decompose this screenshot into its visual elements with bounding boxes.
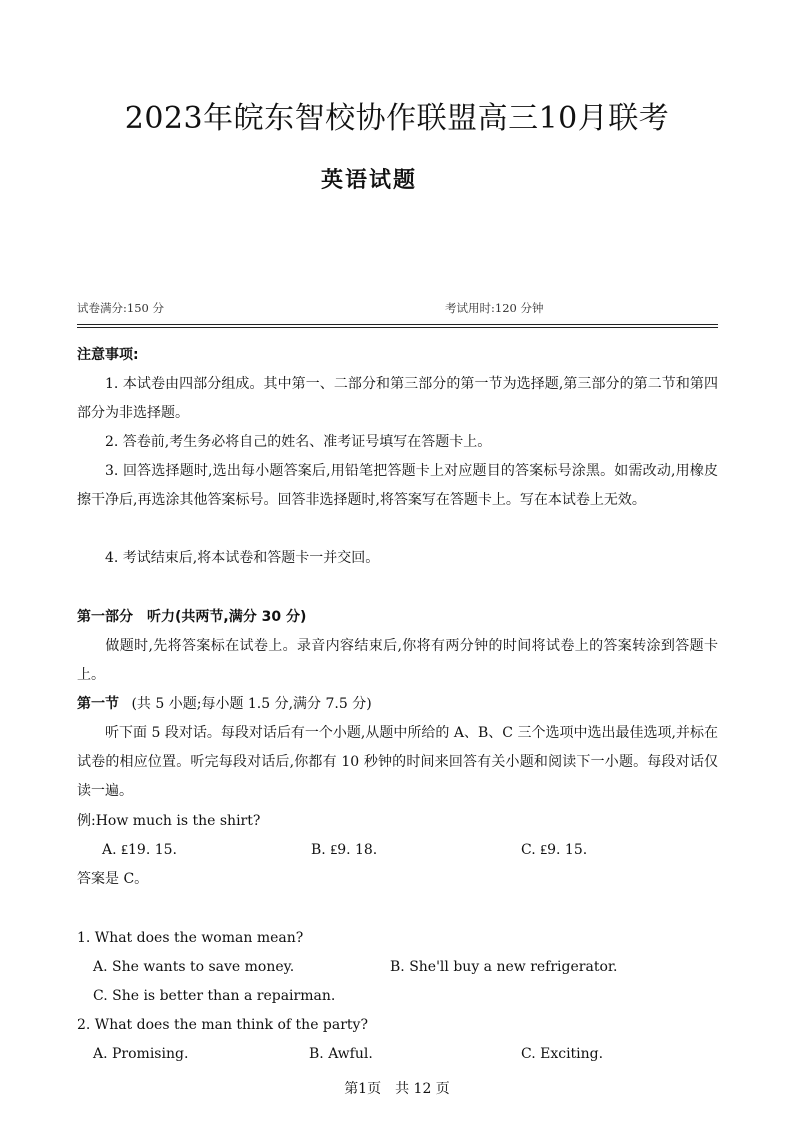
question-2-option-c: C. Exciting.	[521, 1046, 604, 1062]
section1-heading	[77, 690, 372, 719]
question-1-option-b: B. She'll buy a new refrigerator.	[390, 959, 618, 975]
section1-label: 第一节	[77, 696, 119, 712]
section1-instructions: 听下面 5 段对话。每段对话后有一个小题,从题中所给的 A、B、C 三个选项中选出最佳选项,并标在试卷的相应位置。听完每段对话后,你都有 10 秒钟的时间来回答有关小题和阅读下一小题。每段对话仅读一遍。	[77, 725, 718, 799]
question-2-stem: 2. What does the man think of the party?	[77, 1017, 368, 1033]
page-number: 第1页 共 12 页	[344, 1081, 450, 1097]
question-1-stem: 1. What does the woman mean?	[77, 930, 304, 946]
example-option-a: A. ₤19. 15.	[102, 842, 177, 858]
time-limit: 考试用时:120 分钟	[445, 301, 544, 315]
notice-item-2: 2. 答卷前,考生务必将自己的姓名、准考证号填写在答题卡上。	[105, 434, 492, 450]
divider-bottom	[77, 327, 718, 328]
notice-item-3: 3. 回答选择题时,选出每小题答案后,用铅笔把答题卡上对应题目的答案标号涂黑。如需改动,用橡皮擦干净后,再选涂其他答案标号。回答非选择题时,将答案写在答题卡上。写在本试卷上无效。	[77, 463, 718, 508]
question-1-option-a: A. She wants to save money.	[93, 959, 295, 975]
example-question: 例:How much is the shirt?	[77, 813, 261, 829]
full-score: 试卷满分:150 分	[77, 301, 164, 315]
question-2-option-b: B. Awful.	[309, 1046, 373, 1062]
part1-intro: 做题时,先将答案标在试卷上。录音内容结束后,你将有两分钟的时间将试卷上的答案转涂到答题卡上。	[77, 638, 718, 683]
question-1-option-c: C. She is better than a repairman.	[93, 988, 336, 1004]
example-option-c: C. ₤9. 15.	[521, 842, 588, 858]
part1-heading: 第一部分 听力(共两节,满分 30 分)	[77, 609, 307, 625]
section1-desc: (共 5 小题;每小题 1.5 分,满分 7.5 分)	[131, 696, 372, 712]
example-option-b: B. ₤9. 18.	[311, 842, 378, 858]
example-answer: 答案是 C。	[77, 871, 149, 887]
exam-title: 2023年皖东智校协作联盟高三10月联考	[124, 101, 670, 136]
exam-subtitle: 英语试题	[320, 168, 417, 193]
question-2-option-a: A. Promising.	[93, 1046, 189, 1062]
divider-top	[77, 324, 718, 325]
notice-item-1: 1. 本试卷由四部分组成。其中第一、二部分和第三部分的第一节为选择题,第三部分的第二节和第四部分为非选择题。	[77, 376, 718, 421]
notice-heading: 注意事项:	[77, 347, 139, 363]
notice-item-4: 4. 考试结束后,将本试卷和答题卡一并交回。	[105, 550, 380, 566]
